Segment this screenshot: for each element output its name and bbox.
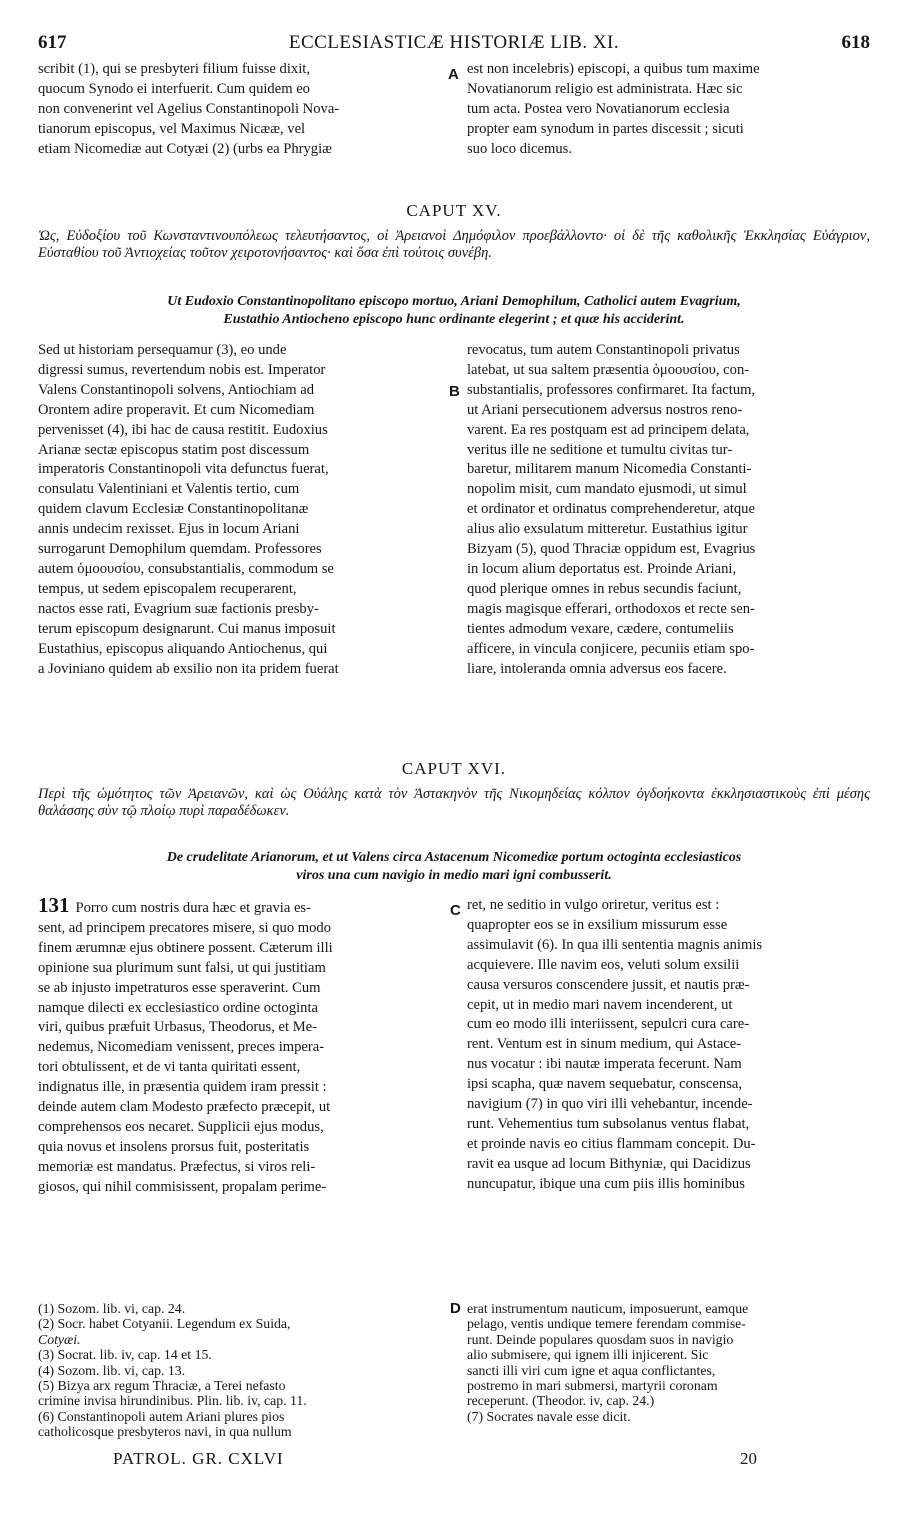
- footnote-line: (3) Socrat. lib. iv, cap. 14 et 15.: [38, 1347, 212, 1363]
- text-line: tianorum episcopus, vel Maximus Nicææ, vel: [38, 120, 306, 137]
- text-line: non convenerint vel Agelius Constantinopoli Nova-: [38, 100, 340, 117]
- text-line: Porro cum nostris dura hæc et gravia es-: [75, 900, 311, 916]
- latin-chapter-summary: [38, 849, 870, 884]
- text-line: etiam Nicomediæ aut Cotyæi (2) (urbs ea Phrygiæ: [38, 140, 332, 157]
- footnote-line: postremo in mari submersi, martyrii coronam: [467, 1378, 718, 1394]
- text-line: quapropter eos se in exsilium missurum esse: [467, 916, 728, 933]
- footnote-line: (5) Bizya arx regum Thraciæ, a Terei nefasto: [38, 1378, 286, 1394]
- intro-right-column: [467, 60, 870, 160]
- text-line: terum episcopum designarunt. Cui manus imposuit: [38, 620, 336, 637]
- text-line: causa versuros conscendere jussit, et nautis præ-: [467, 976, 750, 993]
- margin-marker-a: A: [448, 66, 459, 83]
- footnote-line: Cotyæi.: [38, 1331, 81, 1347]
- footnote-line: erat instrumentum nauticum, imposuerunt, eamque: [467, 1301, 749, 1316]
- footnote-line: pelago, ventis undique temere ferendam commise-: [467, 1316, 746, 1332]
- text-line: tempus, ut sedem episcopalem recuperarent,: [38, 580, 297, 597]
- text-line: Eustathius, episcopus aliquando Antiochenus, qui: [38, 640, 328, 657]
- footnote-line: catholicosque presbyteros navi, in qua nullum: [38, 1424, 292, 1440]
- text-line: ret, ne seditio in vulgo oriretur, veritus est :: [467, 897, 720, 913]
- chapter-xv-left-column: [38, 341, 444, 679]
- chapter-xvi-left-column: [38, 893, 444, 1198]
- greek-chapter-summary: Περὶ τῆς ὠμότητος τῶν Ἀρειανῶν, καὶ ὡς Οὐάλης κατὰ τὸν Ἀστακηνὸν τῆς Νικομηδείας κόλπον ὀγδοήκοντα ἐκκλησιαστικοὺς ἐπὶ μέσης θαλάσσης σὺν τῷ πλοίῳ πυρὶ παραδέδωκεν.: [38, 786, 870, 819]
- section-number: 131: [38, 893, 70, 917]
- summary-line: De crudelitate Arianorum, et ut Valens circa Astacenum Nicomediæ portum octoginta ecclesiasticos: [166, 850, 742, 865]
- footnote-line: (1) Sozom. lib. vi, cap. 24.: [38, 1301, 186, 1316]
- text-line: ut Ariani persecutionem adversus nostros reno-: [467, 401, 743, 418]
- text-line: propter eam synodum in partes discessit ; sicuti: [467, 120, 744, 137]
- footnotes-left: [38, 1301, 444, 1440]
- text-line: revocatus, tum autem Constantinopoli privatus: [467, 342, 740, 358]
- text-line: quod plerique omnes in rebus secundis faciunt,: [467, 580, 742, 597]
- text-line: [38, 893, 444, 919]
- footnote-line: sancti illi viri cum igne et aqua conflictantes,: [467, 1362, 716, 1378]
- text-line: suo loco dicemus.: [467, 140, 572, 157]
- text-line: quia novus et insolens prorsus fuit, posteritatis: [38, 1138, 310, 1155]
- text-line: opinione sua plurimum sunt falsi, ut qui justitiam: [38, 959, 326, 976]
- text-line: latebat, ut sua saltem præsentia ὁμοουσίου, con-: [467, 361, 750, 378]
- text-line: scribit (1), qui se presbyteri filium fuisse dixit,: [38, 61, 310, 77]
- text-line: Novatianorum religio est administrata. Hæc sic: [467, 80, 743, 97]
- footnote-line: crimine invisa hirundinibus. Plin. lib. iv, cap. 11.: [38, 1393, 307, 1409]
- left-page-number: 617: [38, 32, 67, 53]
- summary-line: Eustathio Antiocheno episcopo hunc ordinante elegerint ; et quæ his acciderint.: [223, 311, 685, 327]
- text-line: rent. Ventum est in sinum medium, qui Astace-: [467, 1036, 742, 1053]
- text-line: est non incelebris) episcopi, a quibus tum maxime: [467, 61, 760, 77]
- text-line: Valens Constantinopoli solvens, Antiochiam ad: [38, 381, 315, 398]
- right-page-number: 618: [841, 32, 870, 53]
- text-line: runt. Vehementius tum subsolanus ventus flabat,: [467, 1115, 750, 1132]
- footnote-line: (4) Sozom. lib. vi, cap. 13.: [38, 1362, 186, 1378]
- footnote-line: (6) Constantinopoli autem Ariani plures pios: [38, 1408, 285, 1424]
- series-signature: PATROL. GR. CXLVI: [113, 1449, 284, 1468]
- text-line: Orontem adire properavit. Et cum Nicomediam: [38, 401, 315, 418]
- text-line: digressi sumus, revertendum nobis est. Imperator: [38, 361, 326, 378]
- footnote-line: receperunt. (Theodor. iv, cap. 24.): [467, 1393, 655, 1409]
- summary-line: viros una cum navigio in medio mari igni combusserit.: [296, 867, 612, 883]
- text-line: magis magisque efferari, orthodoxos et recte sen-: [467, 600, 755, 617]
- sheet-number: 20: [740, 1449, 757, 1468]
- text-line: ravit ea usque ad locum Bithyniæ, qui Dacidizus: [467, 1155, 751, 1172]
- margin-marker-c: C: [450, 902, 461, 919]
- text-line: comprehensos eos necaret. Supplicii ejus modus,: [38, 1118, 324, 1135]
- text-line: Sed ut historiam persequamur (3), eo unde: [38, 342, 287, 358]
- text-line: cepit, ut in medio mari navem incenderent, ut: [467, 996, 733, 1013]
- text-line: veritus ille ne seditione et tumultu civitas tur-: [467, 441, 733, 458]
- chapter-heading: CAPUT XV.: [406, 201, 502, 220]
- text-line: namque dilecti ex ecclesiastico ordine octoginta: [38, 999, 319, 1016]
- chapter-xv-right-column: [467, 341, 870, 679]
- text-line: et proinde navis eo citius flammam concepit. Du-: [467, 1135, 756, 1152]
- latin-chapter-summary: [38, 293, 870, 328]
- intro-left-column: [38, 60, 444, 160]
- text-line: sent, ad principem precatores misere, si quo modo: [38, 919, 332, 936]
- text-line: nedemus, Nicomediam venissent, preces impera-: [38, 1039, 325, 1056]
- text-line: varent. Ea res postquam est ad principem delata,: [467, 421, 750, 438]
- text-line: a Joviniano quidem ab exsilio non ita pridem fuerat: [38, 660, 339, 677]
- text-line: memoriæ est mandatus. Præfectus, si viros reli-: [38, 1158, 316, 1175]
- text-line: in locum alium deportatus est. Proinde Ariani,: [467, 560, 737, 577]
- text-line: Bizyam (5), quod Thraciæ oppidum est, Evagrius: [467, 541, 756, 558]
- text-line: cum eo modo illi interiissent, sepulcri cura care-: [467, 1016, 750, 1033]
- text-line: autem ὁμοουσίου, consubstantialis, commodum se: [38, 560, 334, 577]
- text-line: deinde autem clam Modesto præfecto præcepit, ut: [38, 1099, 331, 1116]
- text-line: finem ærumnæ ejus obtinere possent. Cæterum illi: [38, 939, 333, 956]
- footnote-line: (7) Socrates navale esse dicit.: [467, 1408, 631, 1424]
- text-line: baretur, militarem manum Nicomedia Constanti-: [467, 461, 752, 478]
- text-line: nopolim misit, cum mandato ejusmodi, ut simul: [467, 481, 747, 498]
- text-line: tori obtulissent, et de vi tanta quiritati essent,: [38, 1059, 301, 1076]
- text-line: se ab injusto impetraturos esse speraverint. Cum: [38, 979, 321, 996]
- greek-chapter-summary: Ὡς, Εὐδοξίου τοῦ Κωνσταντινουπόλεως τελευτήσαντος, οἱ Ἀρειανοὶ Δημόφιλον προεβάλλοντο· οἱ δὲ τῆς καθολικῆς Ἐκκλησίας Εὐάγριον, Εὐσταθίου τοῦ Ἀντιοχείας τοῦτον χειροτονήσαντος· καὶ ὅσα ἐπὶ τούτοις συνέβη.: [38, 228, 870, 261]
- text-line: indignatus ille, in præsentia quidem iram pressit :: [38, 1079, 327, 1096]
- text-line: tientes admodum vexare, cædere, contumeliis: [467, 620, 734, 637]
- footnote-line: (2) Socr. habet Cotyanii. Legendum ex Suida,: [38, 1316, 291, 1332]
- text-line: viri, quibus præfuit Urbasus, Theodorus, et Me-: [38, 1019, 318, 1036]
- text-line: pervenisset (4), ibi hac de causa restitit. Eudoxius: [38, 421, 328, 438]
- margin-marker-b: B: [449, 383, 460, 400]
- text-line: et ordinator et ordinatus comprehenderetur, atque: [467, 501, 755, 518]
- text-line: quocum Synodo ei interfuerit. Cum quidem eo: [38, 80, 310, 97]
- text-line: acquievere. Ille navim eos, veluti solum exsilii: [467, 956, 740, 973]
- text-line: nactos esse rati, Evagrium suæ factionis presby-: [38, 600, 319, 617]
- text-line: nuncupatur, ibique una cum piis illis hominibus: [467, 1175, 745, 1192]
- summary-line: Ut Eudoxio Constantinopolitano episcopo mortuo, Ariani Demophilum, Catholici autem Evagrium,: [167, 294, 741, 309]
- text-line: substantialis, professores confirmaret. Ita factum,: [467, 381, 756, 398]
- text-line: ipsi scapha, quæ navem sequebatur, conscensa,: [467, 1076, 742, 1093]
- text-line: surrogarunt Demophilum quemdam. Professores: [38, 541, 322, 558]
- margin-marker-d: D: [450, 1300, 461, 1317]
- text-line: tum acta. Postea vero Novatianorum ecclesia: [467, 100, 730, 117]
- text-line: liare, intoleranda omnia adversus eos facere.: [467, 660, 727, 677]
- text-line: Arianæ sectæ episcopus statim post discessum: [38, 441, 310, 458]
- text-line: annis undecim rexisset. Ejus in locum Ariani: [38, 521, 300, 538]
- running-title: ECCLESIASTICÆ HISTORIÆ LIB. XI.: [288, 32, 620, 53]
- text-line: giosos, qui nihil commisissent, propalam perime-: [38, 1178, 327, 1195]
- text-line: navigium (7) in quo viri illi vehebantur, incende-: [467, 1096, 753, 1113]
- footnote-line: alio submisere, qui ignem illi injicerent. Sic: [467, 1347, 709, 1363]
- text-line: alius alio exsulatum mitteretur. Eustathius igitur: [467, 521, 748, 538]
- text-line: nus vocatur : ibi nautæ imperata fecerunt. Nam: [467, 1056, 742, 1073]
- text-line: imperatoris Constantinopoli vita defunctus fuerat,: [38, 461, 329, 478]
- footnote-line: runt. Deinde populares quosdam suos in navigio: [467, 1331, 734, 1347]
- chapter-heading: CAPUT XVI.: [401, 759, 507, 778]
- text-line: afficere, in vincula conjicere, pecuniis etiam spo-: [467, 640, 755, 657]
- running-header: [38, 32, 870, 56]
- text-line: assimulavit (6). In qua illi sententia magnis animis: [467, 936, 763, 953]
- chapter-xvi-right-column: [467, 896, 870, 1195]
- text-line: consulatu Valentiniani et Valentis tertio, cum: [38, 481, 300, 498]
- text-line: quidem clavum Ecclesiæ Constantinopolitanæ: [38, 501, 309, 518]
- footnotes-right: [467, 1301, 870, 1424]
